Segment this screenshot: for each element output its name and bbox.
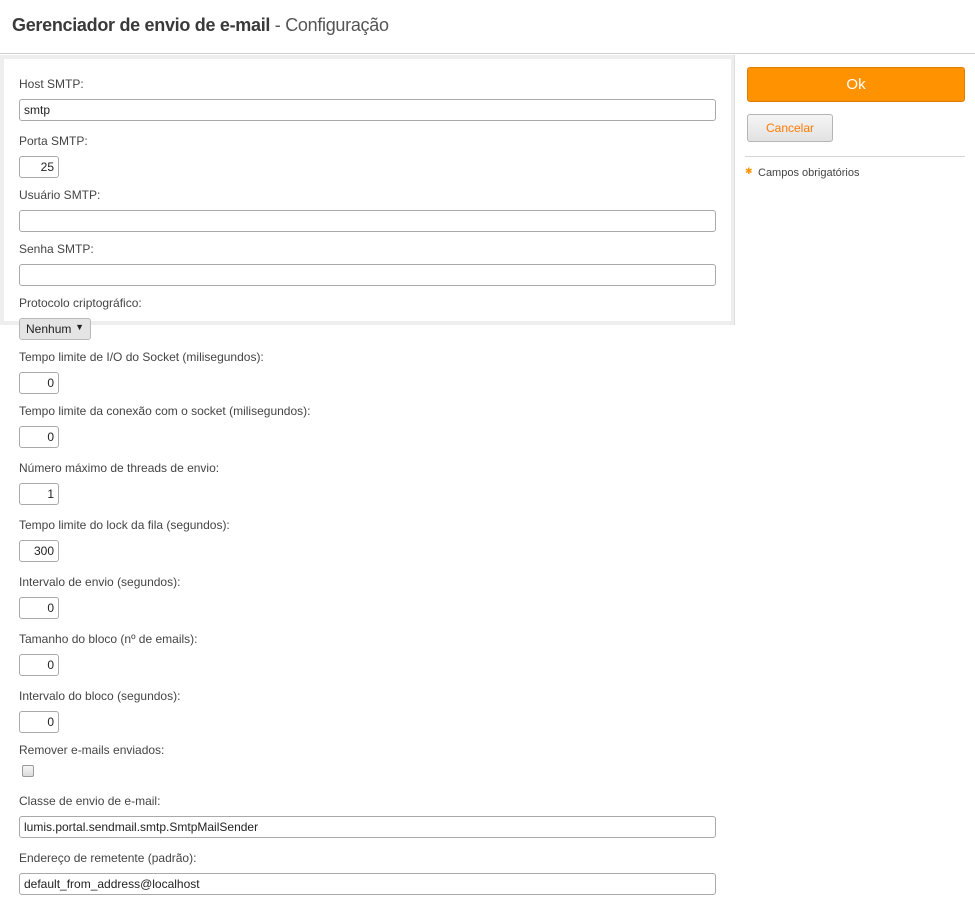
send-interval-label: Intervalo de envio (segundos): (19, 575, 181, 589)
sender-class-label: Classe de envio de e-mail: (19, 794, 161, 808)
smtp-password-input[interactable] (19, 264, 716, 286)
crypto-protocol-selected-value: Nenhum (26, 322, 72, 336)
smtp-port-input[interactable] (19, 156, 59, 178)
send-interval-input[interactable] (19, 597, 59, 619)
socket-connect-timeout-input[interactable] (19, 426, 59, 448)
chevron-down-icon: ▼ (75, 322, 84, 332)
smtp-port-label: Porta SMTP: (19, 134, 88, 148)
socket-io-timeout-input[interactable] (19, 372, 59, 394)
smtp-host-label: Host SMTP: (19, 77, 84, 91)
crypto-protocol-select[interactable] (19, 318, 91, 340)
default-from-label: Endereço de remetente (padrão): (19, 851, 197, 865)
smtp-user-input[interactable] (19, 210, 716, 232)
socket-io-timeout-label: Tempo limite de I/O do Socket (milisegundos): (19, 350, 264, 364)
block-interval-label: Intervalo do bloco (segundos): (19, 689, 181, 703)
required-asterisk-icon: ✱ (745, 166, 753, 176)
page-header (0, 0, 975, 54)
cancel-button[interactable]: Cancelar (747, 114, 833, 142)
queue-lock-timeout-label: Tempo limite do lock da fila (segundos): (19, 518, 230, 532)
page-title (12, 15, 389, 36)
max-threads-label: Número máximo de threads de envio: (19, 461, 220, 475)
remove-sent-label: Remover e-mails enviados: (19, 743, 165, 757)
page-title-main: Gerenciador de envio de e-mail (12, 15, 271, 35)
block-interval-input[interactable] (19, 711, 59, 733)
smtp-host-input[interactable] (19, 99, 716, 121)
crypto-protocol-label: Protocolo criptográfico: (19, 296, 142, 310)
socket-connect-timeout-label: Tempo limite da conexão com o socket (milisegundos): (19, 404, 311, 418)
block-size-input[interactable] (19, 654, 59, 676)
max-threads-input[interactable] (19, 483, 59, 505)
smtp-user-label: Usuário SMTP: (19, 188, 101, 202)
sender-class-input[interactable] (19, 816, 716, 838)
default-from-input[interactable] (19, 873, 716, 895)
queue-lock-timeout-input[interactable] (19, 540, 59, 562)
required-fields-note: Campos obrigatórios (758, 167, 860, 179)
page-title-sub: Configuração (285, 15, 389, 35)
smtp-password-label: Senha SMTP: (19, 242, 94, 256)
ok-button[interactable]: Ok (747, 67, 965, 102)
sidebar-divider (745, 156, 965, 157)
page-title-separator: - (270, 15, 286, 35)
remove-sent-checkbox[interactable] (22, 765, 34, 777)
block-size-label: Tamanho do bloco (nº de emails): (19, 632, 198, 646)
panel-divider (734, 55, 735, 325)
